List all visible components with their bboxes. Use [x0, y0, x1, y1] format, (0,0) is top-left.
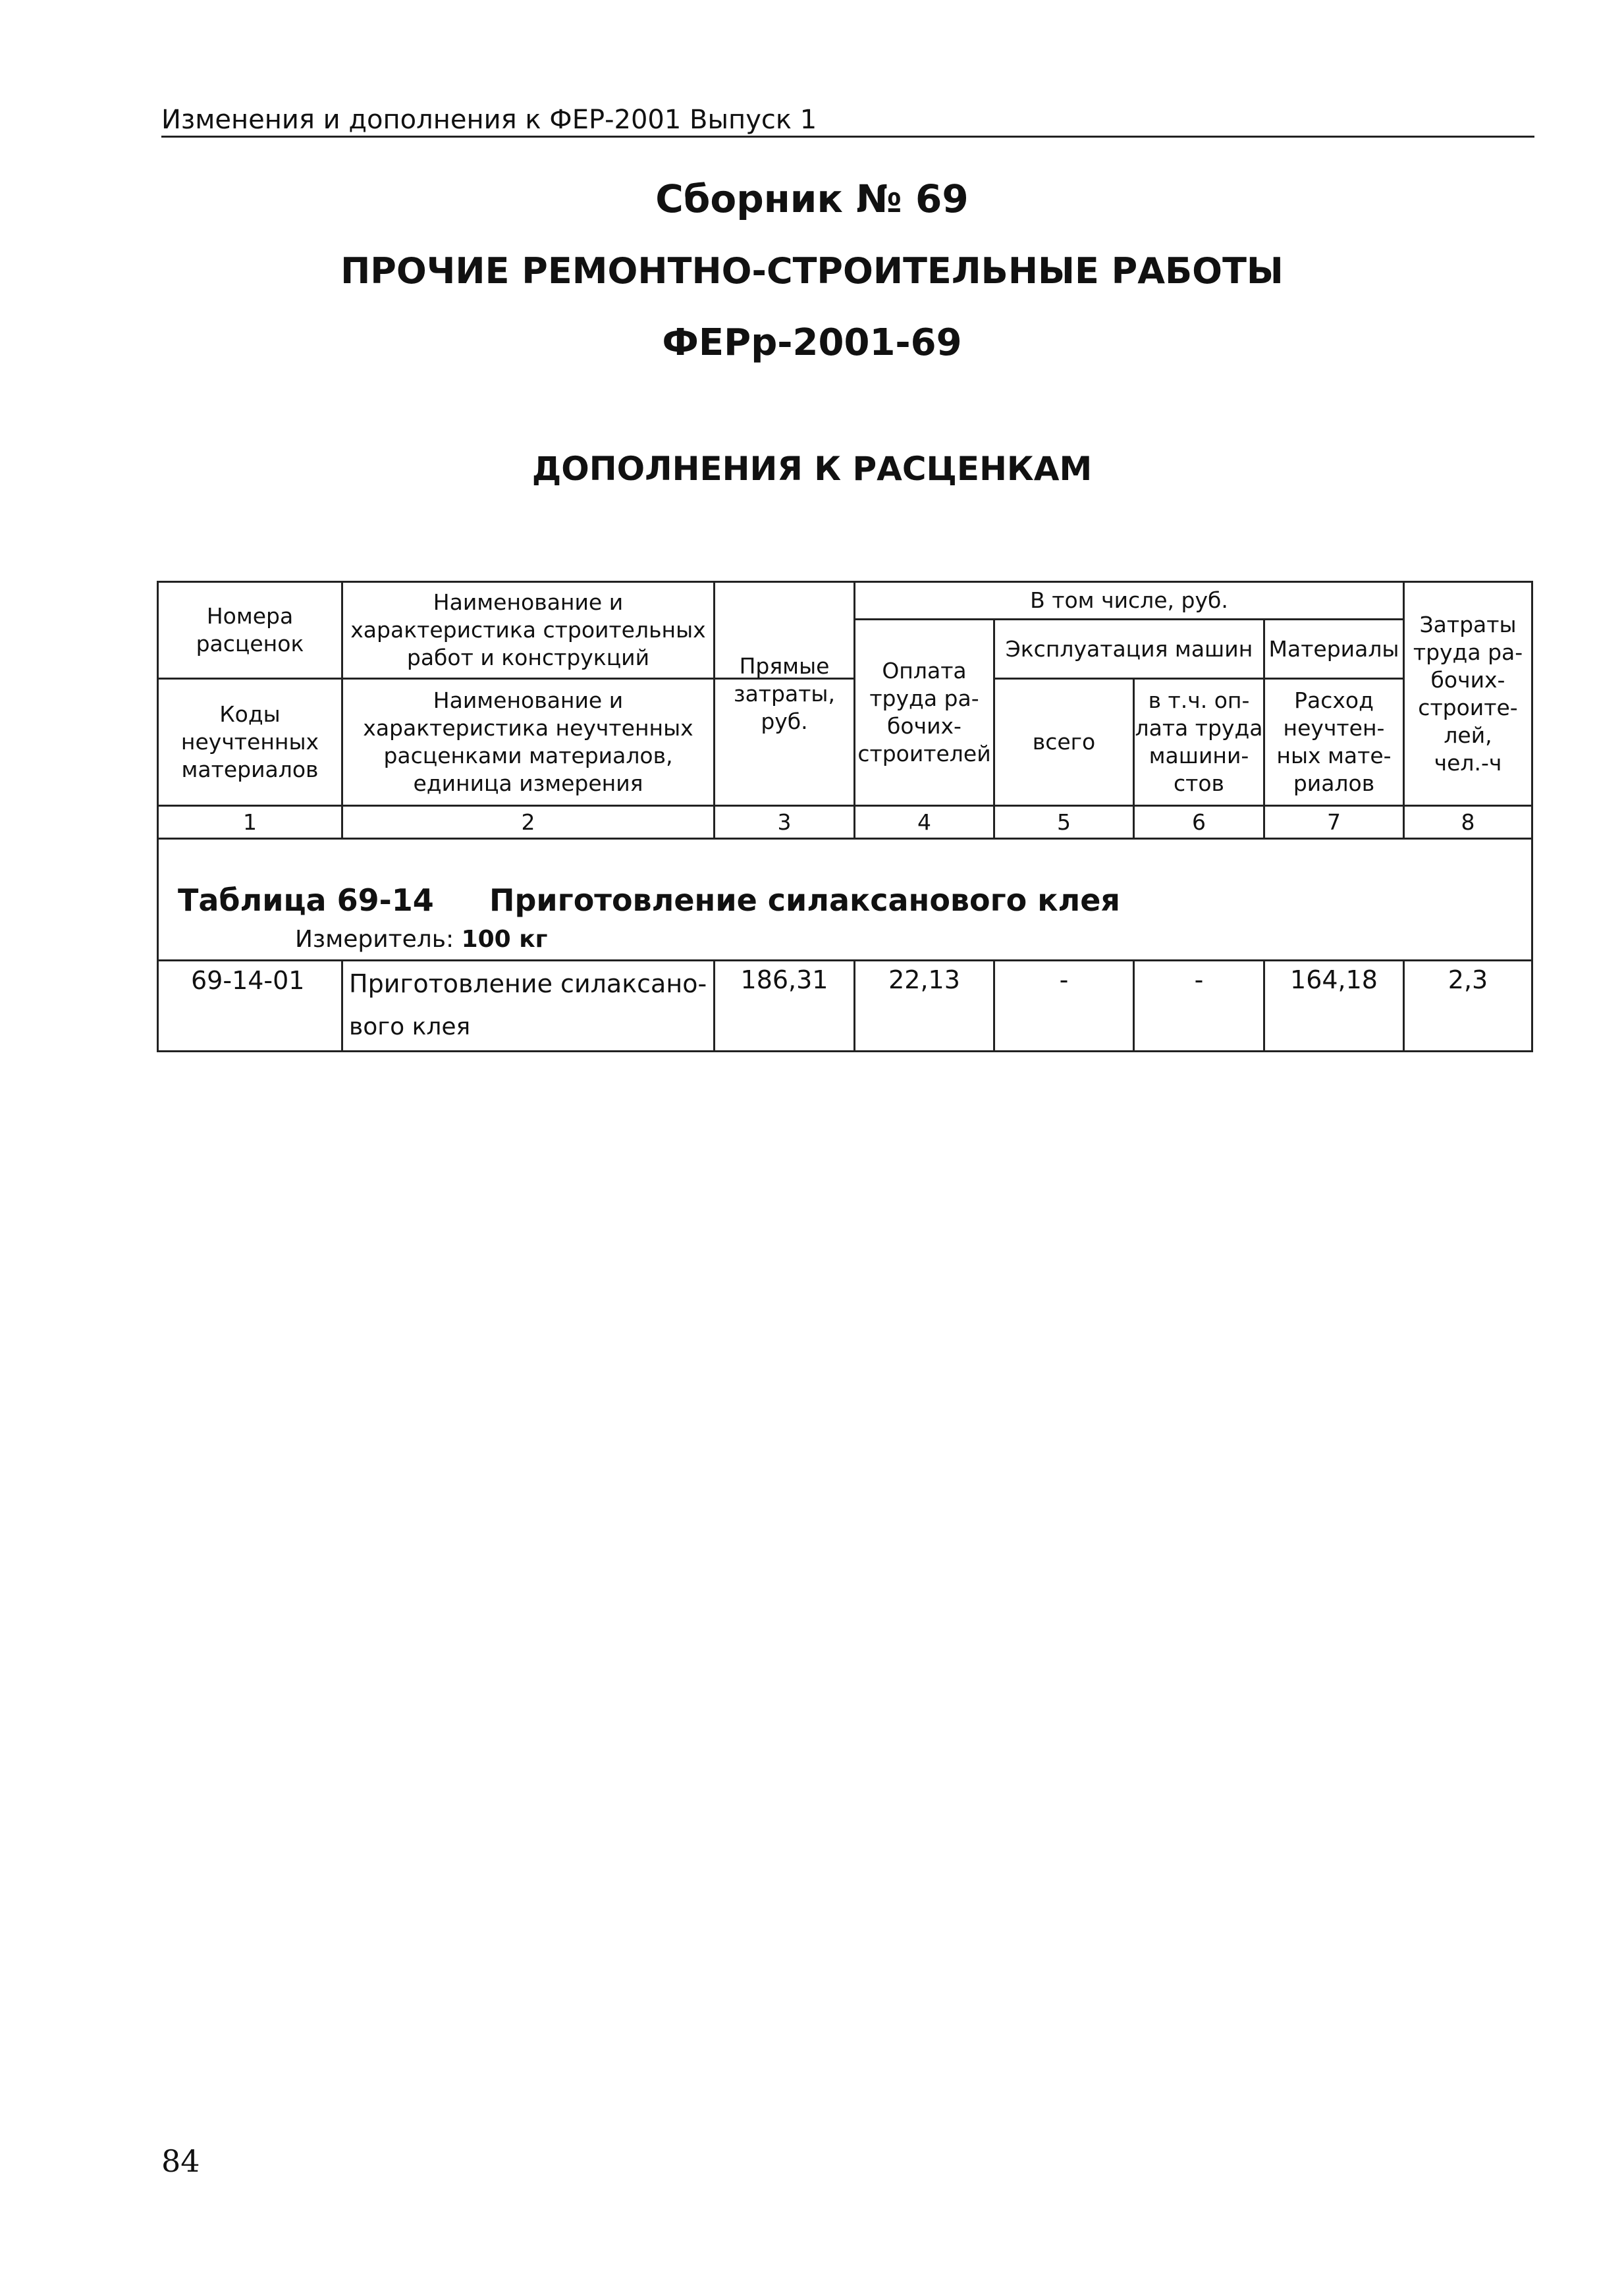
header-including: В том числе, руб.	[1030, 587, 1228, 613]
header-machine-operators-pay: в т.ч. оп- лата труда машини- стов	[1135, 687, 1263, 796]
divider-row	[157, 959, 1533, 961]
column-number-8: 8	[1461, 809, 1475, 835]
header-rate-numbers: Номера расценок	[196, 603, 304, 657]
table-label: Таблица 69-14	[178, 882, 434, 918]
row-labor-costs: 2,3	[1448, 965, 1488, 994]
header-material-name: Наименование и характеристика неучтенных расценками материалов, единица измерения	[363, 687, 693, 796]
row-name-line-2: вого клея	[349, 1013, 471, 1040]
header-machine-operation: Эксплуатация машин	[1005, 635, 1253, 662]
header-materials-unaccounted: Расход неучтен- ных мате- риалов	[1276, 687, 1392, 796]
header-labor-costs: Затраты труда ра- бочих- строите- лей, чел.-ч	[1413, 611, 1523, 776]
section-title: ДОПОЛНЕНИЯ К РАСЦЕНКАМ	[531, 450, 1093, 488]
running-header: Изменения и дополнения к ФЕР-2001 Выпуск 1	[161, 107, 1534, 138]
subject-title: ПРОЧИЕ РЕМОНТНО-СТРОИТЕЛЬНЫЕ РАБОТЫ	[340, 250, 1284, 292]
column-number-3: 3	[777, 809, 792, 835]
page-number: 84	[161, 2143, 200, 2179]
header-machine-total: всего	[1032, 729, 1096, 755]
column-number-7: 7	[1327, 809, 1341, 835]
row-machine-total: -	[1059, 965, 1069, 994]
collection-title: Сборник № 69	[655, 176, 969, 221]
column-number-2: 2	[521, 809, 535, 835]
table-title: Приготовление силаксанового клея	[489, 882, 1120, 918]
row-name-line-1: Приготовление силаксано-	[349, 969, 707, 998]
header-material-codes: Коды неучтенных материалов	[180, 701, 319, 782]
header-labor-pay: Оплата труда ра- бочих- строителей	[857, 658, 991, 766]
measure-label: Измеритель:	[295, 926, 454, 953]
row-machine-operators-pay: -	[1194, 965, 1204, 994]
column-number-1: 1	[243, 809, 257, 835]
code-title: ФЕРр-2001-69	[662, 321, 962, 364]
table-border-right	[1531, 581, 1533, 1052]
row-materials: 164,18	[1290, 965, 1378, 994]
measure-value: 100 кг	[461, 926, 548, 953]
row-direct-costs: 186,31	[740, 965, 828, 994]
header-materials: Материалы	[1268, 635, 1399, 662]
col-divider-1b	[341, 959, 343, 1052]
row-code: 69-14-01	[191, 966, 305, 995]
divider-section	[157, 838, 1533, 840]
header-direct-costs: Прямые затраты, руб.	[734, 653, 835, 734]
column-number-4: 4	[917, 809, 931, 835]
table-border-bottom	[157, 1050, 1533, 1052]
column-number-5: 5	[1057, 809, 1071, 835]
rates-table	[157, 581, 1533, 1052]
measure-line	[295, 926, 547, 953]
header-work-name: Наименование и характеристика строительных работ и конструкций	[350, 589, 706, 670]
column-number-6: 6	[1192, 809, 1206, 835]
row-labor-pay: 22,13	[888, 965, 960, 994]
